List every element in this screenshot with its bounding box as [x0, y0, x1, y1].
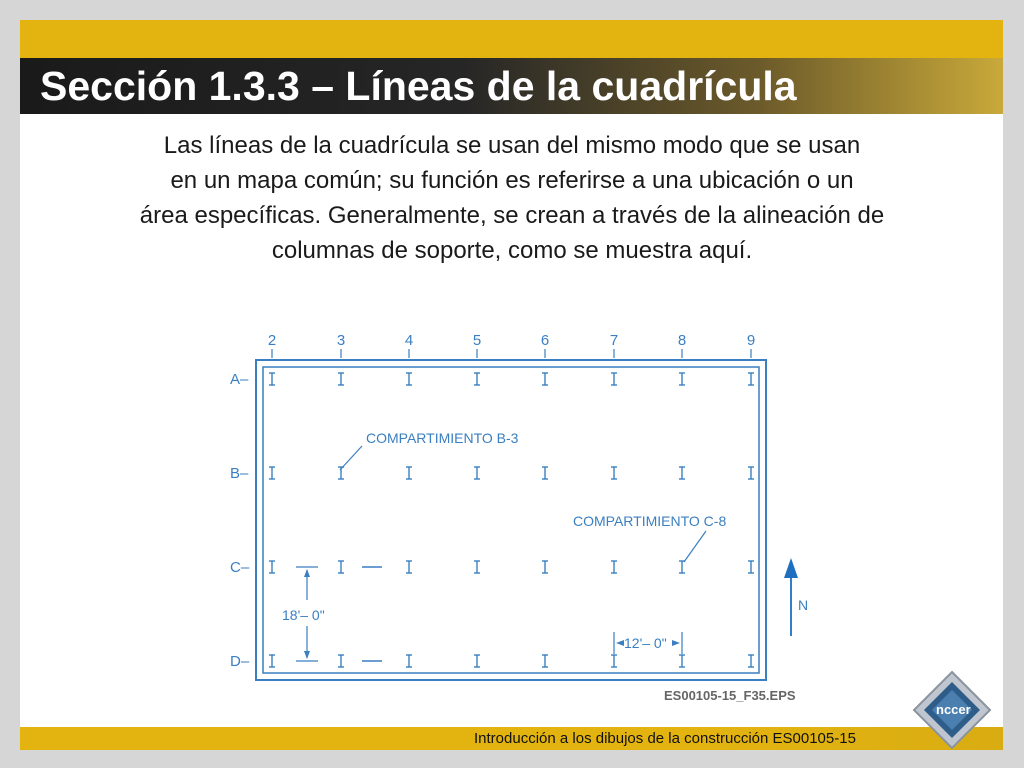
- slide-title: Sección 1.3.3 – Líneas de la cuadrícula: [40, 63, 797, 109]
- support-column: [542, 655, 548, 667]
- row-label: A–: [230, 371, 249, 388]
- column-label: 8: [677, 332, 687, 349]
- column-label: 2: [267, 332, 277, 349]
- north-arrow-icon: [784, 558, 798, 636]
- logo-text: nccer: [936, 702, 971, 717]
- dimension-vertical-label: 18'– 0": [282, 607, 325, 623]
- support-column: [679, 561, 685, 573]
- north-label: N: [798, 597, 809, 613]
- support-column: [269, 467, 275, 479]
- support-column: [338, 655, 344, 667]
- callout-b3-label: COMPARTIMIENTO B-3: [366, 430, 519, 446]
- support-column: [748, 561, 754, 573]
- support-column: [542, 467, 548, 479]
- row-label: C–: [230, 559, 250, 576]
- footer-text: Introducción a los dibujos de la construcción ES00105-15: [474, 730, 856, 747]
- body-line-3: área específicas. Generalmente, se crean a través de la alineación de: [139, 202, 885, 229]
- callout-c8-leader: [684, 531, 706, 562]
- support-column: [406, 655, 412, 667]
- row-label: D–: [230, 653, 250, 670]
- row-labels: [230, 371, 250, 670]
- support-column: [748, 467, 754, 479]
- column-label: 4: [404, 332, 414, 349]
- support-column: [748, 655, 754, 667]
- support-column: [542, 373, 548, 385]
- callout-b3-leader: [340, 446, 362, 470]
- support-column: [338, 561, 344, 573]
- support-column: [338, 373, 344, 385]
- body-line-2: en un mapa común; su función es referirse a una ubicación o un: [170, 167, 854, 194]
- support-column: [611, 373, 617, 385]
- nccer-logo: [910, 668, 994, 752]
- support-column: [269, 655, 275, 667]
- column-label: 5: [472, 332, 482, 349]
- support-column: [474, 373, 480, 385]
- column-label: 3: [336, 332, 346, 349]
- support-column: [474, 561, 480, 573]
- support-column: [679, 467, 685, 479]
- support-column: [406, 467, 412, 479]
- support-column: [679, 655, 685, 667]
- column-label: 9: [746, 332, 756, 349]
- row-label: B–: [230, 465, 249, 482]
- column-labels: [268, 332, 755, 358]
- column-label: 7: [609, 332, 619, 349]
- body-line-1: Las líneas de la cuadrícula se usan del mismo modo que se usan: [163, 132, 861, 159]
- callout-c8-label: COMPARTIMIENTO C-8: [573, 513, 727, 529]
- support-column: [611, 655, 617, 667]
- support-column: [542, 561, 548, 573]
- support-column: [269, 561, 275, 573]
- support-column: [474, 467, 480, 479]
- column-label: 6: [540, 332, 550, 349]
- figure-id: ES00105-15_F35.EPS: [664, 688, 796, 703]
- support-column: [269, 373, 275, 385]
- support-column: [679, 373, 685, 385]
- support-column: [611, 467, 617, 479]
- support-column: [406, 373, 412, 385]
- support-column: [474, 655, 480, 667]
- support-column: [611, 561, 617, 573]
- body-line-4: columnas de soporte, como se muestra aquí.: [271, 237, 753, 264]
- support-column: [748, 373, 754, 385]
- dimension-horizontal-label: 12'– 0": [624, 635, 667, 651]
- support-column: [406, 561, 412, 573]
